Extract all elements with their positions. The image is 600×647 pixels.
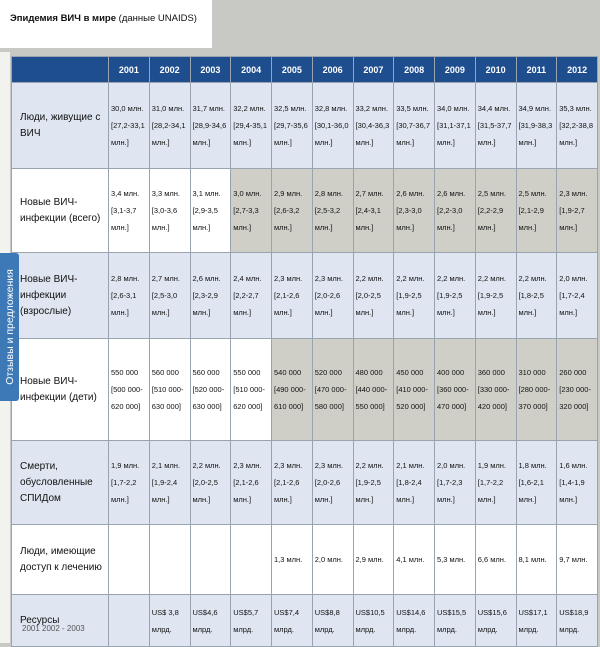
- data-cell: 480 000 [440 000-550 000]: [353, 339, 394, 441]
- data-cell: US$14,6 млрд.: [394, 595, 435, 647]
- row-label: Новые ВИЧ-инфекции (взрослые): [12, 253, 109, 339]
- data-cell: 8,1 млн.: [516, 525, 557, 595]
- data-cell: US$4,6 млрд.: [190, 595, 231, 647]
- data-cell: 2,2 млн. [1,9-2,5 млн.]: [435, 253, 476, 339]
- year-header: 2004: [231, 57, 272, 83]
- year-header: 2009: [435, 57, 476, 83]
- header-corner: [12, 57, 109, 83]
- data-cell: 2,9 млн. [2,6-3,2 млн.]: [272, 169, 313, 253]
- data-cell: 560 000 [520 000-630 000]: [190, 339, 231, 441]
- data-cell: 550 000 [500 000-620 000]: [109, 339, 150, 441]
- feedback-tab-label: Отзывы и предложения: [3, 269, 16, 385]
- data-cell: 450 000 [410 000-520 000]: [394, 339, 435, 441]
- data-cell: 1,6 млн. [1,4-1,9 млн.]: [557, 441, 598, 525]
- row-label: Новые ВИЧ-инфекции (дети): [12, 339, 109, 441]
- data-cell: 2,2 млн. [1,8-2,5 млн.]: [516, 253, 557, 339]
- data-cell: 260 000 [230 000-320 000]: [557, 339, 598, 441]
- data-cell: US$18,9 млрд.: [557, 595, 598, 647]
- data-cell: 2,5 млн. [2,1-2,9 млн.]: [516, 169, 557, 253]
- data-cell: 2,9 млн.: [353, 525, 394, 595]
- data-cell: 2,2 млн. [1,9-2,5 млн.]: [394, 253, 435, 339]
- data-cell: 2,3 млн. [2,0-2,6 млн.]: [312, 441, 353, 525]
- data-cell: 2,7 млн. [2,4-3,1 млн.]: [353, 169, 394, 253]
- data-cell: 3,1 млн. [2,9-3,5 млн.]: [190, 169, 231, 253]
- data-cell: 3,0 млн. [2,7-3,3 млн.]: [231, 169, 272, 253]
- data-cell: 31,0 млн. [28,2-34,1 млн.]: [149, 83, 190, 169]
- data-cell: US$10,5 млрд.: [353, 595, 394, 647]
- caption-source: (данные UNAIDS): [116, 13, 197, 24]
- data-cell: 2,6 млн. [2,2-3,0 млн.]: [435, 169, 476, 253]
- data-cell: 2,2 млн. [2,0-2,5 млн.]: [353, 253, 394, 339]
- data-cell: US$5,7 млрд.: [231, 595, 272, 647]
- data-cell: 2,3 млн. [2,0-2,6 млн.]: [312, 253, 353, 339]
- row-label: Люди, живущие с ВИЧ: [12, 83, 109, 169]
- year-header: 2010: [475, 57, 516, 83]
- data-cell: 32,8 млн. [30,1-36,0 млн.]: [312, 83, 353, 169]
- data-cell: 34,9 млн. [31,9-38,3 млн.]: [516, 83, 557, 169]
- data-cell: 2,2 млн. [1,9-2,5 млн.]: [475, 253, 516, 339]
- data-cell: 2,1 млн. [1,9-2,4 млн.]: [149, 441, 190, 525]
- data-cell: 2,2 млн. [1,9-2,5 млн.]: [353, 441, 394, 525]
- data-cell: 2,6 млн. [2,3-2,9 млн.]: [190, 253, 231, 339]
- data-cell: 2,8 млн. [2,6-3,1 млн.]: [109, 253, 150, 339]
- data-cell: US$15,6 млрд.: [475, 595, 516, 647]
- table-row: [12, 253, 598, 339]
- data-cell: 2,4 млн. [2,2-2,7 млн.]: [231, 253, 272, 339]
- data-cell: 400 000 [360 000-470 000]: [435, 339, 476, 441]
- row-label: Ресурсы: [12, 595, 109, 647]
- year-header: 2001: [109, 57, 150, 83]
- data-cell: 32,5 млн. [29,7-35,6 млн.]: [272, 83, 313, 169]
- row-label: Новые ВИЧ-инфекции (всего): [12, 169, 109, 253]
- data-cell: 5,3 млн.: [435, 525, 476, 595]
- data-cell: 3,3 млн. [3,0-3,6 млн.]: [149, 169, 190, 253]
- data-cell: [109, 525, 150, 595]
- row-label: Смерти, обусловленные СПИДом: [12, 441, 109, 525]
- year-header: 2002: [149, 57, 190, 83]
- data-cell: 520 000 [470 000-580 000]: [312, 339, 353, 441]
- data-cell: 1,3 млн.: [272, 525, 313, 595]
- data-cell: 31,7 млн. [28,9-34,6 млн.]: [190, 83, 231, 169]
- data-cell: [149, 525, 190, 595]
- table-caption: [10, 11, 206, 27]
- data-cell: US$8,8 млрд.: [312, 595, 353, 647]
- data-cell: 2,6 млн. [2,3-3,0 млн.]: [394, 169, 435, 253]
- row-label: Люди, имеющие доступ к лечению: [12, 525, 109, 595]
- table-row: [12, 83, 598, 169]
- table-row: [12, 339, 598, 441]
- year-header: 2012: [557, 57, 598, 83]
- data-cell: 3,4 млн. [3,1-3,7 млн.]: [109, 169, 150, 253]
- data-cell: US$17,1 млрд.: [516, 595, 557, 647]
- data-cell: 33,5 млн. [30,7-36,7 млн.]: [394, 83, 435, 169]
- data-cell: 2,2 млн. [2,0-2,5 млн.]: [190, 441, 231, 525]
- data-cell: [231, 525, 272, 595]
- data-cell: 33,2 млн. [30,4-36,3 млн.]: [353, 83, 394, 169]
- year-header: 2008: [394, 57, 435, 83]
- data-cell: 310 000 [280 000-370 000]: [516, 339, 557, 441]
- data-cell: US$7,4 млрд.: [272, 595, 313, 647]
- data-cell: 2,0 млн.: [312, 525, 353, 595]
- data-cell: 2,3 млн. [2,1-2,6 млн.]: [231, 441, 272, 525]
- data-cell: 2,3 млн. [2,1-2,6 млн.]: [272, 441, 313, 525]
- data-cell: 560 000 [510 000-630 000]: [149, 339, 190, 441]
- data-cell: [109, 595, 150, 647]
- data-cell: 2,1 млн. [1,8-2,4 млн.]: [394, 441, 435, 525]
- footnote: 2001 2002 - 2003: [22, 624, 85, 633]
- data-cell: 9,7 млн.: [557, 525, 598, 595]
- data-cell: 4,1 млн.: [394, 525, 435, 595]
- table-row: [12, 441, 598, 525]
- year-header: 2011: [516, 57, 557, 83]
- data-cell: US$ 3,8 млрд.: [149, 595, 190, 647]
- data-cell: 34,4 млн. [31,5-37,7 млн.]: [475, 83, 516, 169]
- data-cell: 32,2 млн. [29,4-35,1 млн.]: [231, 83, 272, 169]
- data-cell: 1,9 млн. [1,7-2,2 млн.]: [109, 441, 150, 525]
- data-cell: 2,7 млн. [2,5-3,0 млн.]: [149, 253, 190, 339]
- data-cell: 2,8 млн. [2,5-3,2 млн.]: [312, 169, 353, 253]
- data-cell: 34,0 млн. [31,1-37,1 млн.]: [435, 83, 476, 169]
- table-row: [12, 595, 598, 647]
- data-cell: 550 000 [510 000-620 000]: [231, 339, 272, 441]
- data-cell: 6,6 млн.: [475, 525, 516, 595]
- year-header: 2007: [353, 57, 394, 83]
- data-cell: 540 000 [490 000-610 000]: [272, 339, 313, 441]
- data-cell: 2,3 млн. [2,1-2,6 млн.]: [272, 253, 313, 339]
- table-body: [12, 83, 598, 647]
- data-cell: 2,3 млн. [1,9-2,7 млн.]: [557, 169, 598, 253]
- data-cell: US$15,5 млрд.: [435, 595, 476, 647]
- data-cell: 30,0 млн. [27,2-33,1 млн.]: [109, 83, 150, 169]
- table-row: [12, 525, 598, 595]
- header-row: [12, 57, 598, 83]
- data-cell: 1,8 млн. [1,6-2,1 млн.]: [516, 441, 557, 525]
- feedback-tab[interactable]: [0, 253, 19, 401]
- hiv-epidemic-table: [11, 56, 598, 647]
- data-cell: 35,3 млн. [32,2-38,8 млн.]: [557, 83, 598, 169]
- data-cell: 2,0 млн. [1,7-2,3 млн.]: [435, 441, 476, 525]
- year-header: 2006: [312, 57, 353, 83]
- year-header: 2003: [190, 57, 231, 83]
- year-header: 2005: [272, 57, 313, 83]
- data-cell: 2,0 млн. [1,7-2,4 млн.]: [557, 253, 598, 339]
- data-cell: [190, 525, 231, 595]
- data-cell: 1,9 млн. [1,7-2,2 млн.]: [475, 441, 516, 525]
- data-cell: 360 000 [330 000-420 000]: [475, 339, 516, 441]
- caption-card: [0, 0, 212, 48]
- table-row: [12, 169, 598, 253]
- caption-title: Эпидемия ВИЧ в мире: [10, 13, 117, 24]
- data-cell: 2,5 млн. [2,2-2,9 млн.]: [475, 169, 516, 253]
